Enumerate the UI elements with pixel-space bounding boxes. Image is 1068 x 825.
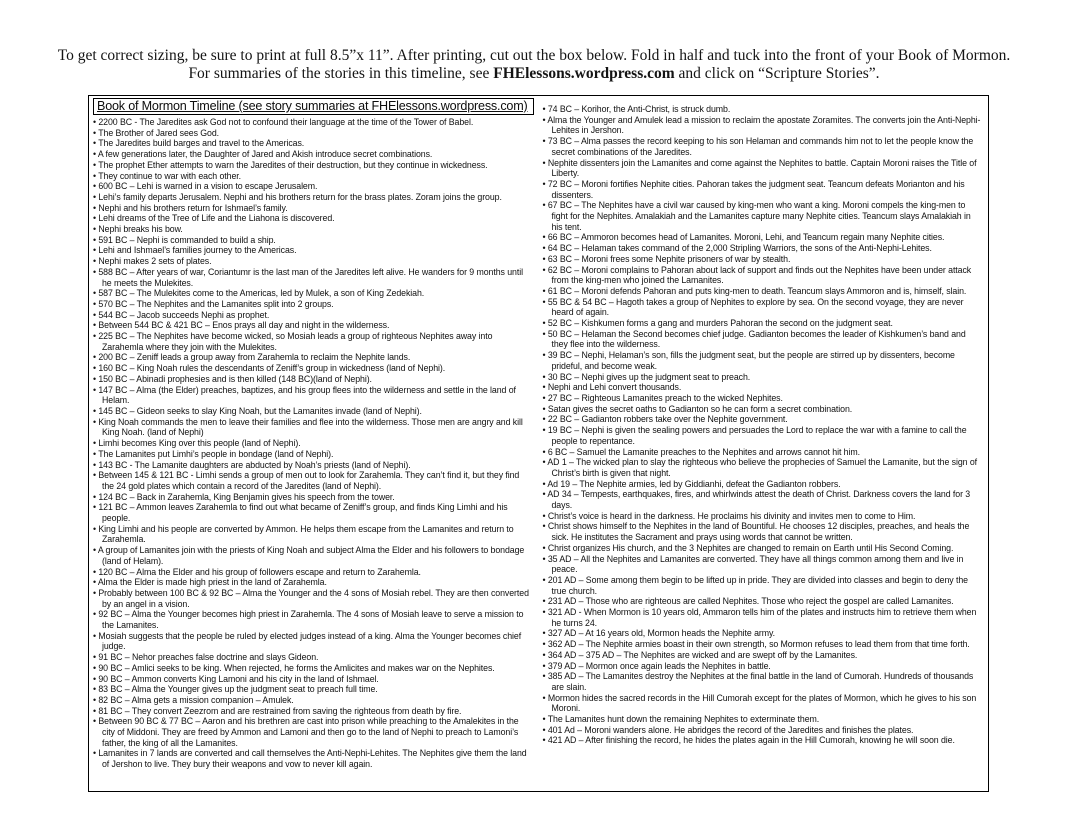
timeline-entry: • 2200 BC - The Jaredites ask God not to confound their language at the time of the Tower of Babel.	[93, 117, 534, 128]
header-summary-suffix: and click on “Scripture Stories”.	[674, 64, 880, 82]
timeline-entry: • 231 AD – Those who are righteous are called Nephites. Those who reject the gospel are called Lamanites.	[543, 596, 984, 607]
timeline-entry: • 121 BC – Ammon leaves Zarahemla to find out what became of Zeniff’s group, and finds King Limhi and his people.	[93, 502, 534, 523]
timeline-title: Book of Mormon Timeline (see story summaries at FHElessons.wordpress.com)	[97, 99, 528, 113]
timeline-entry: • Satan gives the secret oaths to Gadianton so he can form a secret combination.	[543, 404, 984, 415]
timeline-entry: • 600 BC – Lehi is warned in a vision to escape Jerusalem.	[93, 181, 534, 192]
timeline-entry: • 61 BC – Moroni defends Pahoran and puts king-men to death. Teancum slays Ammoron and is, himself, slain.	[543, 286, 984, 297]
timeline-entry: • 66 BC – Ammoron becomes head of Lamanites. Moroni, Lehi, and Teancum regain many Nephite cities.	[543, 232, 984, 243]
timeline-entry: • 362 AD – The Nephite armies boast in their own strength, so Mormon refuses to lead them from that time forth.	[543, 639, 984, 650]
timeline-entry: • Between 90 BC & 77 BC – Aaron and his brethren are cast into prison while preaching to the Amalekites in the city of Middoni. They are freed by Ammon and Lamoni and then go to the land of Nephi to preach to Lamoni’s father, the king of all the Lamanites.	[93, 716, 534, 748]
timeline-entry: • 67 BC – The Nephites have a civil war caused by king-men who want a king. Moroni compels the king-men to fight for the Nephites. Amalakiah and the Lamanites capture many Nephite cities. Teancum slays Amalakiah in his tent.	[543, 200, 984, 232]
timeline-entry: • Christ shows himself to the Nephites in the land of Bountiful. He chooses 12 disciples, preaches, and heals the sick. He institutes the Sacrament and prays using words that cannot be written.	[543, 521, 984, 542]
timeline-entry: • 201 AD – Some among them begin to be lifted up in pride. They are divided into classes and begin to deny the true church.	[543, 575, 984, 596]
timeline-entry: • 570 BC – The Nephites and the Lamanites split into 2 groups.	[93, 299, 534, 310]
timeline-entry: • 72 BC – Moroni fortifies Nephite cities. Pahoran takes the judgment seat. Teancum defeats Morianton and his dissenters.	[543, 179, 984, 200]
timeline-title-box	[93, 98, 534, 115]
timeline-entry: • 421 AD – After finishing the record, he hides the plates again in the Hill Cumorah, knowing he will soon die.	[543, 735, 984, 746]
timeline-entry: • 160 BC – King Noah rules the descendants of Zeniff’s group in wickedness (land of Nephi).	[93, 363, 534, 374]
timeline-entry: • Probably between 100 BC & 92 BC – Alma the Younger and the 4 sons of Mosiah rebel. They are then converted by an angel in a vision.	[93, 588, 534, 609]
timeline-entry: • The prophet Ether attempts to warn the Jaredites of their destruction, but they continue in wickedness.	[93, 160, 534, 171]
timeline-entry: • 64 BC – Helaman takes command of the 2,000 Stripling Warriors, the sons of the Anti-Nephi-Lehites.	[543, 243, 984, 254]
timeline-entry: • 145 BC – Gideon seeks to slay King Noah, but the Lamanites invade (land of Nephi).	[93, 406, 534, 417]
timeline-entry: • Nephi and Lehi convert thousands.	[543, 382, 984, 393]
timeline-entry: • King Noah commands the men to leave their families and flee into the wilderness. Those men are angry and kill King Noah. (land of Nephi)	[93, 417, 534, 438]
timeline-entry: • A group of Lamanites join with the priests of King Noah and subject Alma the Elder and his followers to bondage (land of Helam).	[93, 545, 534, 566]
timeline-entry: • 150 BC – Abinadi prophesies and is then killed (148 BC)(land of Nephi).	[93, 374, 534, 385]
timeline-entry: • 587 BC – The Mulekites come to the Americas, led by Mulek, a son of King Zedekiah.	[93, 288, 534, 299]
timeline-entry: • Lehi’s family departs Jerusalem. Nephi and his brothers return for the brass plates. Zoram joins the group.	[93, 192, 534, 203]
timeline-entry: • 81 BC – They convert Zeezrom and are restrained from saving the righteous from death by fire.	[93, 706, 534, 717]
timeline-entry: • Christ organizes His church, and the 3 Nephites are changed to remain on Earth until His Second Coming.	[543, 543, 984, 554]
timeline-entry: • Nephi makes 2 sets of plates.	[93, 256, 534, 267]
timeline-entry: • Lehi and Ishmael’s families journey to the Americas.	[93, 245, 534, 256]
timeline-entry: • 63 BC – Moroni frees some Nephite prisoners of war by stealth.	[543, 254, 984, 265]
timeline-entry: • Lamanites in 7 lands are converted and call themselves the Anti-Nephi-Lehites. The Nephites give them the land of Jershon to live. They bury their weapons and vow to never kill again.	[93, 748, 534, 769]
page-header	[0, 47, 1068, 82]
timeline-entry: • 588 BC – After years of war, Coriantumr is the last man of the Jaredites left alive. He wanders for 9 months until he meets the Mulekites.	[93, 267, 534, 288]
timeline-entry: • Nephite dissenters join the Lamanites and come against the Nephites to battle. Captain Moroni raises the Title of Liberty.	[543, 158, 984, 179]
timeline-entry: • 30 BC – Nephi gives up the judgment seat to preach.	[543, 372, 984, 383]
timeline-entry: • 200 BC – Zeniff leads a group away from Zarahemla to reclaim the Nephite lands.	[93, 352, 534, 363]
timeline-entry: • 22 BC – Gadianton robbers take over the Nephite government.	[543, 414, 984, 425]
timeline-entry: • Nephi breaks his bow.	[93, 224, 534, 235]
timeline-entry: • 90 BC – Amlici seeks to be king. When rejected, he forms the Amlicites and makes war on the Nephites.	[93, 663, 534, 674]
timeline-entry: • 50 BC – Helaman the Second becomes chief judge. Gadianton becomes the leader of Kishkumen’s band and they flee into the wilderness.	[543, 329, 984, 350]
timeline-entry: • 55 BC & 54 BC – Hagoth takes a group of Nephites to explore by sea. On the second voyage, they are never heard of again.	[543, 297, 984, 318]
timeline-entry: • 225 BC – The Nephites have become wicked, so Mosiah leads a group of righteous Nephites away into Zarahemla where they join with the Mulekites.	[93, 331, 534, 352]
timeline-entry: • 62 BC – Moroni complains to Pahoran about lack of support and finds out the Nephites have been under attack from the king-men who joined the Lamanites.	[543, 265, 984, 286]
timeline-entry: • The Brother of Jared sees God.	[93, 128, 534, 139]
timeline-entry: • Between 544 BC & 421 BC – Enos prays all day and night in the wilderness.	[93, 320, 534, 331]
timeline-entry: • Alma the Younger and Amulek lead a mission to reclaim the apostate Zoramites. The converts join the Anti-Nephi-Lehites in Jershon.	[543, 115, 984, 136]
timeline-entry: • 82 BC – Alma gets a mission companion – Amulek.	[93, 695, 534, 706]
timeline-entry: • A few generations later, the Daughter of Jared and Akish introduce secret combinations.	[93, 149, 534, 160]
header-summary-note	[0, 65, 1068, 83]
timeline-entry: • The Lamanites put Limhi’s people in bondage (land of Nephi).	[93, 449, 534, 460]
timeline-entry: • The Jaredites build barges and travel to the Americas.	[93, 138, 534, 149]
timeline-entry: • 52 BC – Kishkumen forms a gang and murders Pahoran the second on the judgment seat.	[543, 318, 984, 329]
timeline-entry: • 91 BC – Nehor preaches false doctrine and slays Gideon.	[93, 652, 534, 663]
timeline-entry: • 90 BC – Ammon converts King Lamoni and his city in the land of Ishmael.	[93, 674, 534, 685]
timeline-entry: • 39 BC – Nephi, Helaman’s son, fills the judgment seat, but the people are stirred up by dissenters, become prideful, and become weak.	[543, 350, 984, 371]
timeline-entry: • They continue to war with each other.	[93, 171, 534, 182]
timeline-entry: • 124 BC – Back in Zarahemla, King Benjamin gives his speech from the tower.	[93, 492, 534, 503]
timeline-column-left	[93, 98, 534, 789]
timeline-entry: • 6 BC – Samuel the Lamanite preaches to the Nephites and arrows cannot hit him.	[543, 447, 984, 458]
timeline-column-right	[543, 98, 984, 789]
timeline-entry: • 591 BC – Nephi is commanded to build a ship.	[93, 235, 534, 246]
timeline-entry: • 379 AD – Mormon once again leads the Nephites in battle.	[543, 661, 984, 672]
timeline-entry: • 35 AD – All the Nephites and Lamanites are converted. They have all things common among them and live in peace.	[543, 554, 984, 575]
timeline-entry: • Between 145 & 121 BC - Limhi sends a group of men out to look for Zarahemla. They can’t find it, but they find the 24 gold plates which contain a record of the Jaredites (land of Nephi).	[93, 470, 534, 491]
timeline-entry: • King Limhi and his people are converted by Ammon. He helps them escape from the Lamanites and return to Zarahemla.	[93, 524, 534, 545]
timeline-entry: • 364 AD – 375 AD – The Nephites are wicked and are swept off by the Lamanites.	[543, 650, 984, 661]
timeline-entry: • 74 BC – Korihor, the Anti-Christ, is struck dumb.	[543, 104, 984, 115]
timeline-entry: • Mosiah suggests that the people be ruled by elected judges instead of a king. Alma the Younger becomes chief judge.	[93, 631, 534, 652]
timeline-entry: • Mormon hides the sacred records in the Hill Cumorah except for the plates of Mormon, which he gives to his son Moroni.	[543, 693, 984, 714]
timeline-entry: • 385 AD – The Lamanites destroy the Nephites at the final battle in the land of Cumorah. Hundreds of thousands are slain.	[543, 671, 984, 692]
timeline-entry: • 83 BC – Alma the Younger gives up the judgment seat to preach full time.	[93, 684, 534, 695]
timeline-entry: • AD 34 – Tempests, earthquakes, fires, and whirlwinds attest the death of Christ. Darkness covers the land for 3 days.	[543, 489, 984, 510]
timeline-entry: • 120 BC – Alma the Elder and his group of followers escape and return to Zarahemla.	[93, 567, 534, 578]
timeline-entry: • 401 Ad – Moroni wanders alone. He abridges the record of the Jaredites and finishes the plates.	[543, 725, 984, 736]
timeline-entry: • The Lamanites hunt down the remaining Nephites to exterminate them.	[543, 714, 984, 725]
timeline-entry: • 321 AD - When Mormon is 10 years old, Ammaron tells him of the plates and instructs him to retrieve them when he turns 24.	[543, 607, 984, 628]
timeline-entries-left	[93, 117, 534, 770]
timeline-entry: • Nephi and his brothers return for Ishmael’s family.	[93, 203, 534, 214]
timeline-entry: • Lehi dreams of the Tree of Life and the Liahona is discovered.	[93, 213, 534, 224]
timeline-entry: • 147 BC – Alma (the Elder) preaches, baptizes, and his group flees into the wilderness and settle in the land of Helam.	[93, 385, 534, 406]
timeline-entry: • 19 BC – Nephi is given the sealing powers and persuades the Lord to replace the war with a famine to call the people to repentance.	[543, 425, 984, 446]
timeline-entry: • 544 BC – Jacob succeeds Nephi as prophet.	[93, 310, 534, 321]
timeline-entry: • Ad 19 – The Nephite armies, led by Giddianhi, defeat the Gadianton robbers.	[543, 479, 984, 490]
timeline-box	[88, 95, 989, 792]
timeline-entry: • 73 BC – Alma passes the record keeping to his son Helaman and commands him not to let the people know the secret combinations of the Jaredites.	[543, 136, 984, 157]
timeline-entry: • 92 BC – Alma the Younger becomes high priest in Zarahemla. The 4 sons of Mosiah leave to serve a mission to the Lamanites.	[93, 609, 534, 630]
timeline-entry: • Christ’s voice is heard in the darkness. He proclaims his divinity and invites men to come to Him.	[543, 511, 984, 522]
timeline-entry: • 327 AD – At 16 years old, Mormon heads the Nephite army.	[543, 628, 984, 639]
header-website: FHElessons.wordpress.com	[493, 64, 675, 82]
header-summary-prefix: For summaries of the stories in this timeline, see	[188, 64, 494, 82]
timeline-entries-right	[543, 104, 984, 746]
timeline-entry: • 143 BC - The Lamanite daughters are abducted by Noah’s priests (land of Nephi).	[93, 460, 534, 471]
timeline-entry: • AD 1 – The wicked plan to slay the righteous who believe the prophecies of Samuel the Lamanite, but the sign of Christ’s birth is given that night.	[543, 457, 984, 478]
timeline-entry: • 27 BC – Righteous Lamanites preach to the wicked Nephites.	[543, 393, 984, 404]
timeline-entry: • Limhi becomes King over this people (land of Nephi).	[93, 438, 534, 449]
header-instructions: To get correct sizing, be sure to print at full 8.5”x 11”. After printing, cut out the box below. Fold in half and tuck into the front of your Book of Mormon.	[57, 47, 1011, 64]
timeline-entry: • Alma the Elder is made high priest in the land of Zarahemla.	[93, 577, 534, 588]
